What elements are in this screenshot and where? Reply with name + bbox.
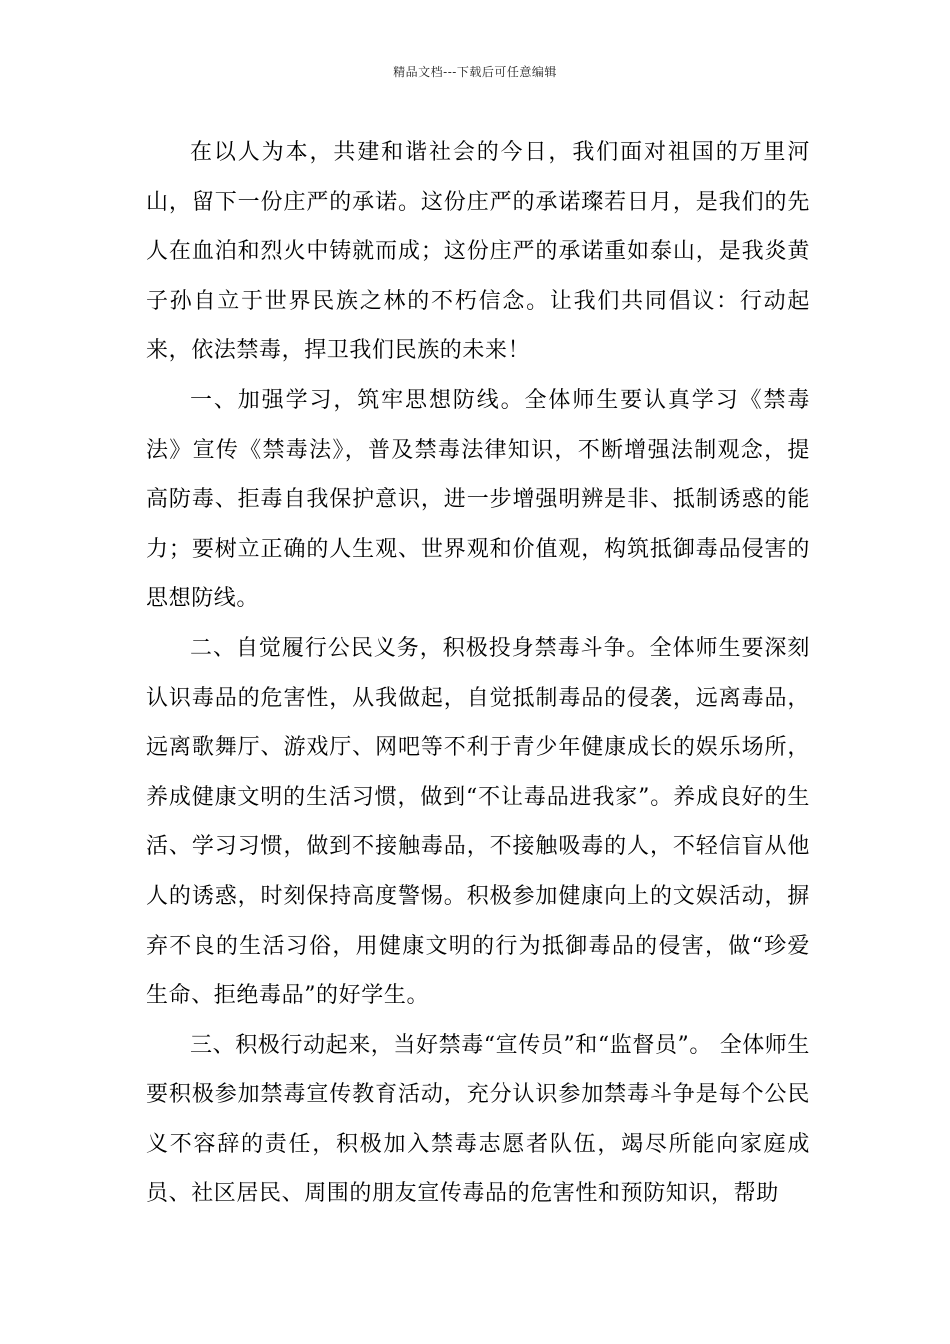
paragraph-section-3: 三、积极行动起来，当好禁毒“宣传员”和“监督员”。 全体师生要积极参加禁毒宣传教育活动，充分认识参加禁毒斗争是每个公民义不容辞的责任，积极加入禁毒志愿者队伍，竭尽所能向家庭成员、社区居民、周围的朋友宣传毒品的危害性和预防知识，帮助 <box>146 1032 810 1207</box>
paragraph-section-2: 二、自觉履行公民义务，积极投身禁毒斗争。全体师生要深刻认识毒品的危害性，从我做起，自觉抵制毒品的侵袭，远离毒品，远离歌舞厅、游戏厅、网吧等不利于青少年健康成长的娱乐场所，养成健康文明的生活习惯，做到“不让毒品进我家”。养成良好的生活、学习习惯，做到不接触毒品，不接触吸毒的人，不轻信盲从他人的诱惑，时刻保持高度警惕。积极参加健康向上的文娱活动，摒弃不良的生活习俗，用健康文明的行为抵御毒品的侵害，做“珍爱生命、拒绝毒品”的好学生。 <box>146 635 810 1009</box>
document-body <box>146 128 810 1219</box>
page-header: 精品文档---下载后可任意编辑 <box>393 65 557 79</box>
paragraph-section-1: 一、加强学习，筑牢思想防线。全体师生要认真学习《禁毒法》宣传《禁毒法》，普及禁毒法律知识，不断增强法制观念，提高防毒、拒毒自我保护意识，进一步增强明辨是非、抵制诱惑的能力；要树立正确的人生观、世界观和价值观，构筑抵御毒品侵害的思想防线。 <box>146 387 810 612</box>
paragraph-intro: 在以人为本，共建和谐社会的今日，我们面对祖国的万里河山，留下一份庄严的承诺。这份庄严的承诺璨若日月，是我们的先人在血泊和烈火中铸就而成；这份庄严的承诺重如泰山，是我炎黄子孙自立于世界民族之林的不朽信念。让我们共同倡议：行动起来，依法禁毒，捍卫我们民族的未来！ <box>146 140 810 364</box>
